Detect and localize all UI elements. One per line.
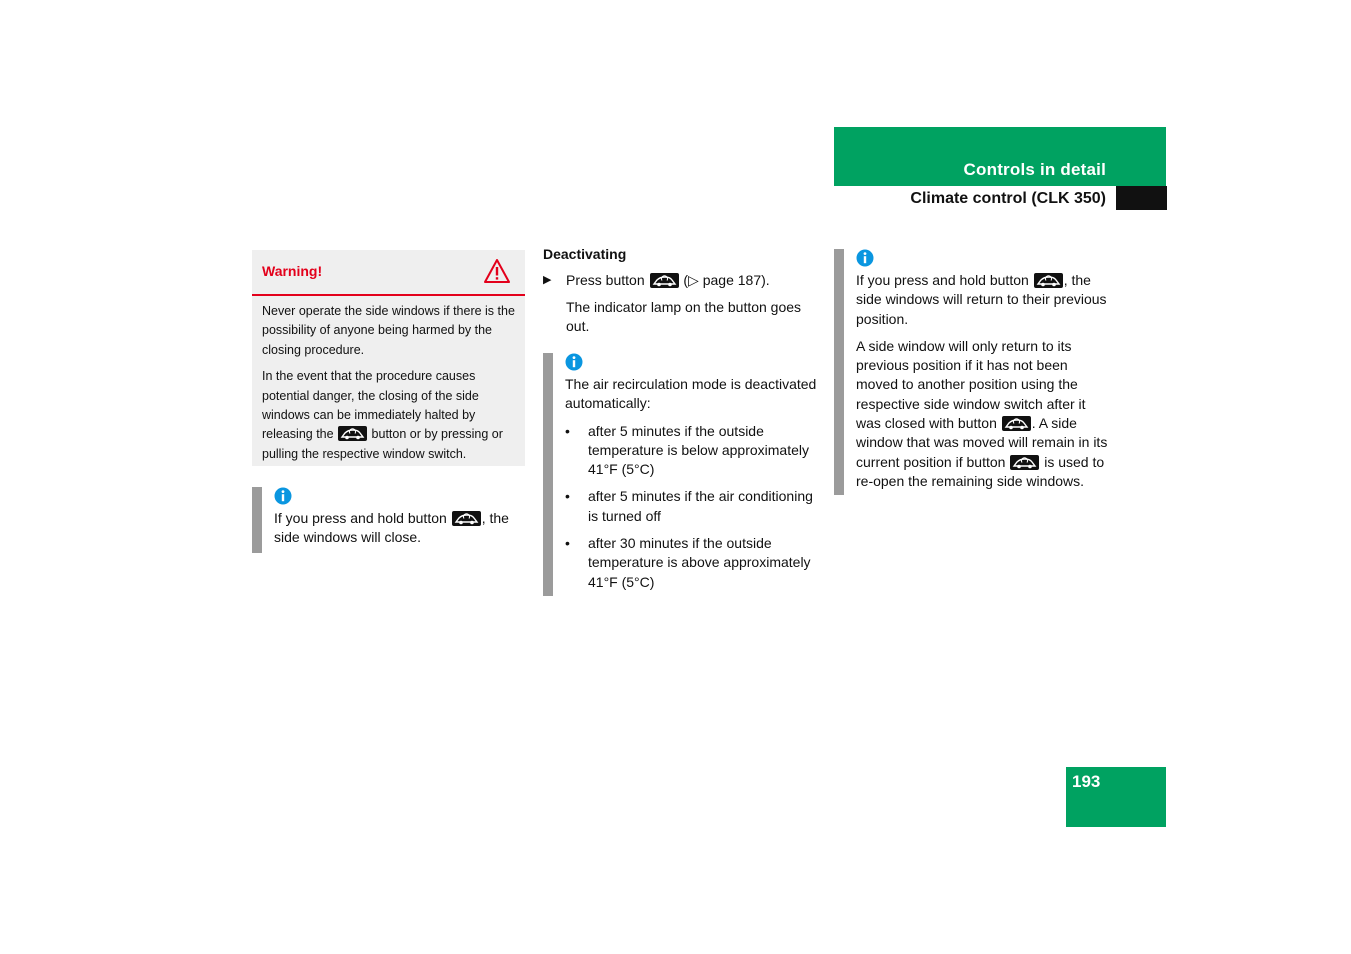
deactivating-heading: Deactivating <box>543 246 627 262</box>
warning-text: button or by pressing or pulling the respective window switch. <box>262 427 503 461</box>
page-reference-link[interactable]: (▷ page 187). <box>683 272 770 289</box>
step-arrow-icon: ▶ <box>543 274 552 287</box>
condition-list <box>565 422 823 592</box>
section-header <box>834 127 1166 186</box>
deactivating-section <box>543 245 823 336</box>
info-icon <box>274 487 292 505</box>
recirculation-button-icon <box>1034 273 1063 288</box>
recirculation-button-icon <box>338 426 367 441</box>
subsection-title: Climate control (CLK 350) <box>910 190 1106 207</box>
instruction-step: ▶ Press button (▷ page 187). <box>543 271 823 290</box>
header-tab-marker <box>1116 186 1167 210</box>
list-item: • after 30 minutes if the outside temperature is above approximately 41°F (5°C) <box>565 535 811 590</box>
note-text: The air recirculation mode is deactivated automatically: <box>565 376 817 412</box>
recirculation-button-icon <box>1002 416 1031 431</box>
list-item: • after 5 minutes if the outside temperature is below approximately 41°F (5°C) <box>565 422 809 478</box>
info-note-left <box>252 487 525 553</box>
recirculation-button-icon <box>452 511 481 526</box>
warning-triangle-icon <box>483 258 511 284</box>
section-title: Controls in detail <box>963 160 1106 179</box>
warning-title: Warning! <box>262 263 323 279</box>
step-result: The indicator lamp on the button goes out. <box>566 298 802 334</box>
info-icon <box>856 249 874 267</box>
note-text: A side window will only return to its previous position if it has not been moved to another position using the respective side window switch after it was closed with button . A side window that was moved will remain in its current position if button is used to re-open the remaining side windows. <box>856 337 1108 489</box>
recirculation-button-icon <box>1010 455 1039 470</box>
note-text: If you press and hold button , the side windows will close. <box>274 510 509 546</box>
recirculation-button-icon <box>650 273 679 288</box>
info-icon <box>565 353 583 371</box>
warning-text: In the event that the procedure causes potential danger, the closing of the side windows can be immediately halted by releasing the <box>262 369 479 442</box>
page-number-box <box>1066 767 1166 827</box>
list-item: • after 5 minutes if the air conditioning is turned off <box>565 488 813 524</box>
note-bar <box>543 353 553 596</box>
note-bar <box>252 487 262 553</box>
warning-paragraph: Never operate the side windows if there is the possibility of anyone being harmed by the closing procedure. <box>262 304 515 357</box>
note-text: If you press and hold button , the side windows will return to their previous position. <box>856 272 1107 327</box>
info-note-right <box>834 249 1109 495</box>
note-bar <box>834 249 844 495</box>
page-number: 193 <box>1072 772 1101 791</box>
warning-box <box>252 250 525 466</box>
info-note-middle <box>543 353 823 596</box>
warning-paragraph <box>262 367 515 464</box>
warning-body <box>252 296 525 464</box>
warning-header <box>252 250 525 296</box>
